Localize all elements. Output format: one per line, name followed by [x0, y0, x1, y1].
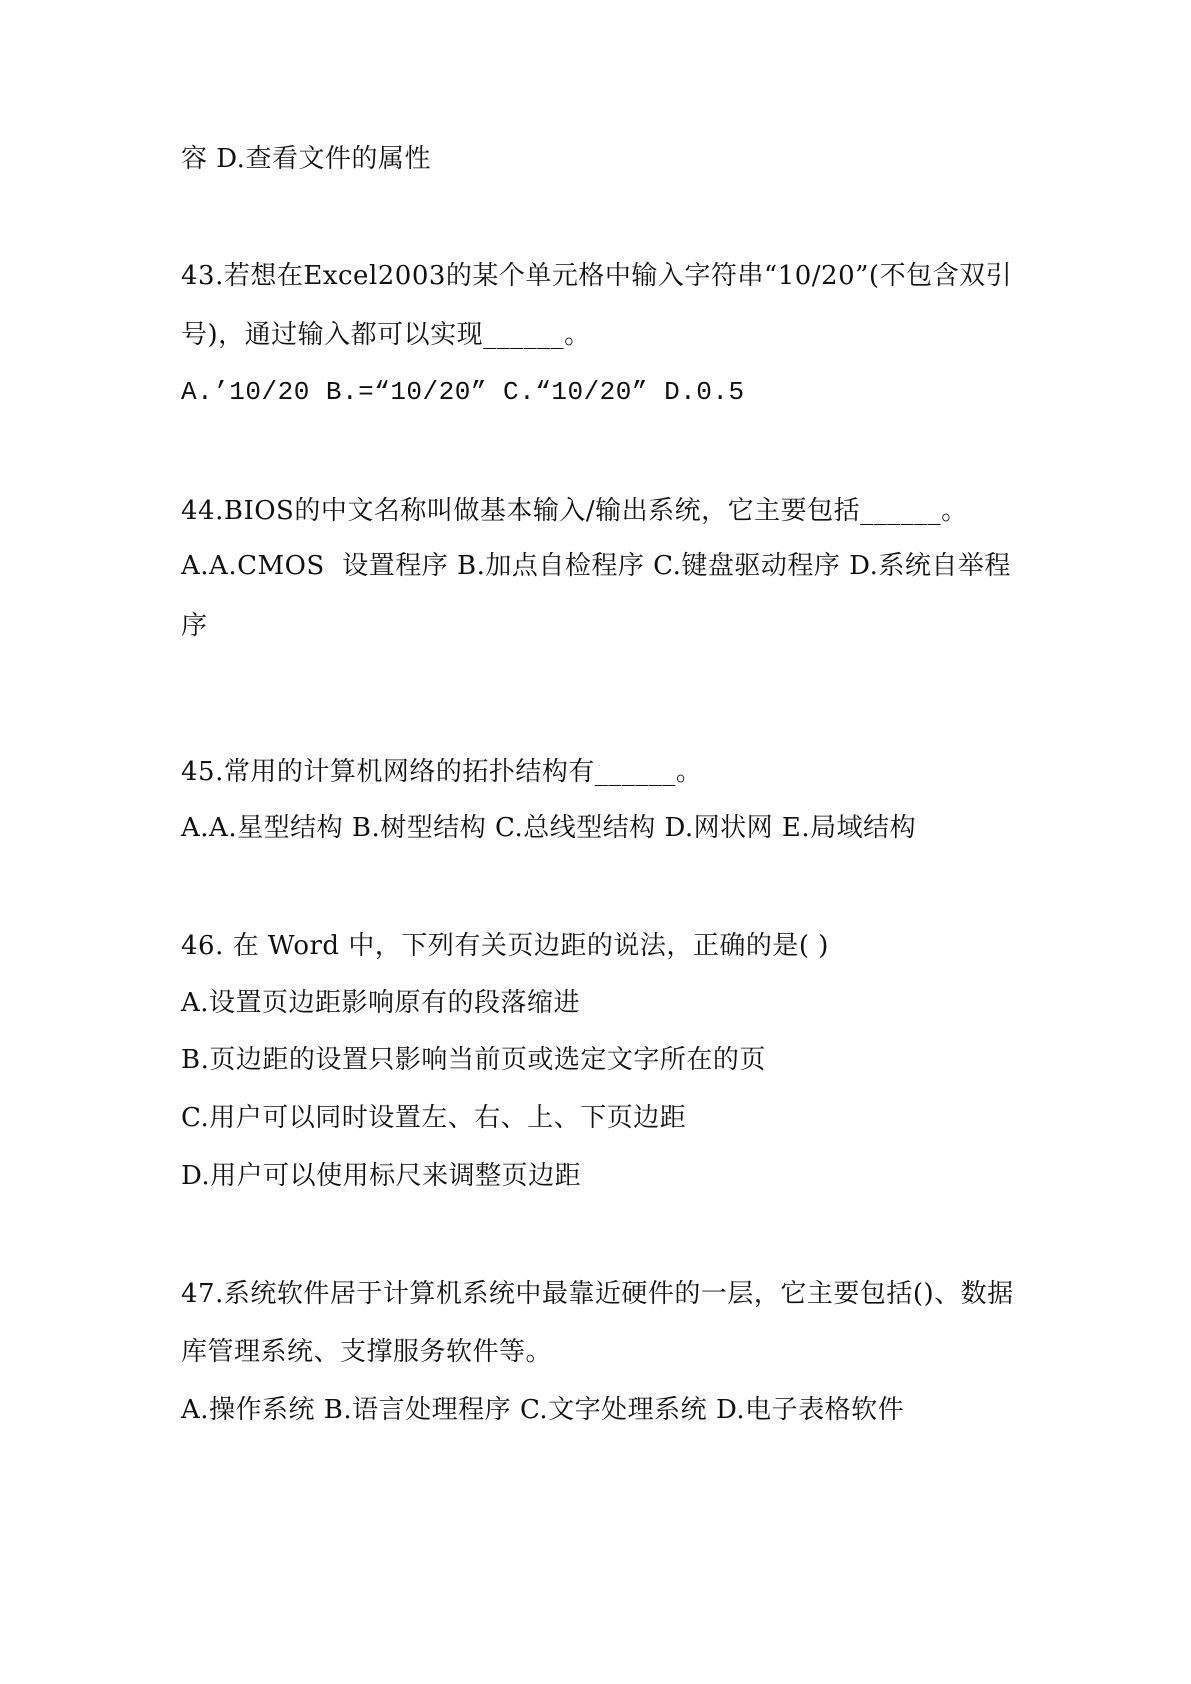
- q43-question-line-1: 43.若想在Excel2003的某个单元格中输入字符串“10/20”(不包含双引: [181, 261, 1013, 291]
- q46-option-c: C.用户可以同时设置左、右、上、下页边距: [181, 1103, 687, 1133]
- q44-options-line-1: A.A.CMOS 设置程序 B.加点自检程序 C.键盘驱动程序 D.系统自举程: [181, 551, 1011, 581]
- q45-question: 45.常用的计算机网络的拓扑结构有______。: [181, 757, 703, 787]
- q44-question: 44.BIOS的中文名称叫做基本输入/输出系统，它主要包括______。: [181, 496, 968, 526]
- q46-option-b: B.页边距的设置只影响当前页或选定文字所在的页: [181, 1045, 766, 1075]
- q46-option-d: D.用户可以使用标尺来调整页边距: [181, 1161, 582, 1191]
- q44-options-line-2: 序: [181, 611, 208, 641]
- q46-option-a: A.设置页边距影响原有的段落缩进: [181, 988, 581, 1018]
- q43-options: A.’10/20 B.=“10/20” C.“10/20” D.0.5: [181, 377, 745, 407]
- q45-options: A.A.星型结构 B.树型结构 C.总线型结构 D.网状网 E.局域结构: [181, 813, 917, 843]
- q47-question-line-2: 库管理系统、支撑服务软件等。: [181, 1337, 553, 1367]
- q42-option-d-continuation: 容 D.查看文件的属性: [181, 144, 431, 174]
- q47-question-line-1: 47.系统软件居于计算机系统中最靠近硬件的一层，它主要包括()、数据: [181, 1279, 1014, 1309]
- q43-question-line-2: 号)，通过输入都可以实现______。: [181, 320, 591, 350]
- q47-options: A.操作系统 B.语言处理程序 C.文字处理系统 D.电子表格软件: [181, 1395, 905, 1425]
- q46-question: 46. 在 Word 中，下列有关页边距的说法，正确的是( ): [181, 931, 829, 961]
